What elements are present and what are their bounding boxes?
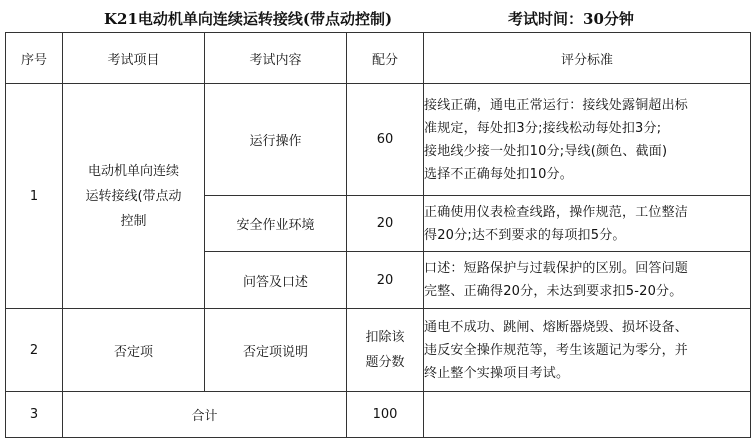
table-row — [6, 392, 751, 438]
exam-item-line: 控制 — [120, 213, 147, 229]
criteria-line: 得20分;达不到要求的每项扣5分。 — [424, 227, 626, 243]
exam-item-line: 运转接线(带点动 — [85, 188, 182, 204]
total-score: 100 — [347, 392, 424, 438]
row-number: 3 — [6, 392, 63, 438]
exam-item-line: 电动机单向连续 — [87, 163, 179, 179]
criteria-line: 接线正确，通电正常运行：接线处露铜超出标 — [424, 97, 689, 113]
exam-time: 考试时间：30分钟 — [508, 10, 634, 28]
criteria-line: 准规定，每处扣3分;接线松动每处扣3分; — [424, 120, 662, 136]
exam-content: 否定项说明 — [205, 309, 347, 392]
criteria-line: 完整、正确得20分，未达到要求扣5-20分。 — [424, 284, 683, 299]
criteria-line: 选择不正确每处扣10分。 — [424, 166, 573, 182]
row-number: 1 — [6, 84, 63, 309]
header-row — [6, 33, 751, 84]
score: 20 — [347, 196, 424, 252]
page-header — [0, 8, 755, 32]
criteria-line: 违反安全操作规范等，考生该题记为零分，并 — [424, 342, 689, 358]
score-line: 题分数 — [365, 355, 405, 370]
criteria — [424, 196, 751, 252]
col-header-no: 序号 — [6, 33, 63, 84]
table-row — [6, 84, 751, 196]
total-label: 合计 — [63, 392, 347, 438]
criteria — [424, 392, 751, 438]
col-header-content: 考试内容 — [205, 33, 347, 84]
score: 60 — [347, 84, 424, 196]
criteria — [424, 84, 751, 196]
score — [347, 309, 424, 392]
exam-content: 问答及口述 — [205, 252, 347, 309]
score-line: 扣除该 — [365, 330, 405, 345]
criteria — [424, 309, 751, 392]
criteria-line: 正确使用仪表检查线路，操作规范，工位整洁 — [424, 204, 689, 220]
scoring-table — [5, 32, 751, 438]
exam-content: 运行操作 — [205, 84, 347, 196]
criteria-line: 通电不成功、跳闸、熔断器烧毁、损坏设备、 — [424, 319, 689, 335]
score: 20 — [347, 252, 424, 309]
criteria-line: 口述：短路保护与过载保护的区别。回答问题 — [424, 261, 689, 276]
table-row — [6, 309, 751, 392]
col-header-item: 考试项目 — [63, 33, 205, 84]
exam-item — [63, 84, 205, 309]
exam-content: 安全作业环境 — [205, 196, 347, 252]
exam-item: 否定项 — [63, 309, 205, 392]
criteria — [424, 252, 751, 309]
col-header-criteria: 评分标准 — [424, 33, 751, 84]
criteria-line: 接地线少接一处扣10分;导线(颜色、截面) — [424, 143, 668, 159]
criteria-line: 终止整个实操项目考试。 — [424, 365, 570, 381]
col-header-score: 配分 — [347, 33, 424, 84]
exam-title: K21电动机单向连续运转接线(带点动控制) — [104, 10, 393, 28]
row-number: 2 — [6, 309, 63, 392]
